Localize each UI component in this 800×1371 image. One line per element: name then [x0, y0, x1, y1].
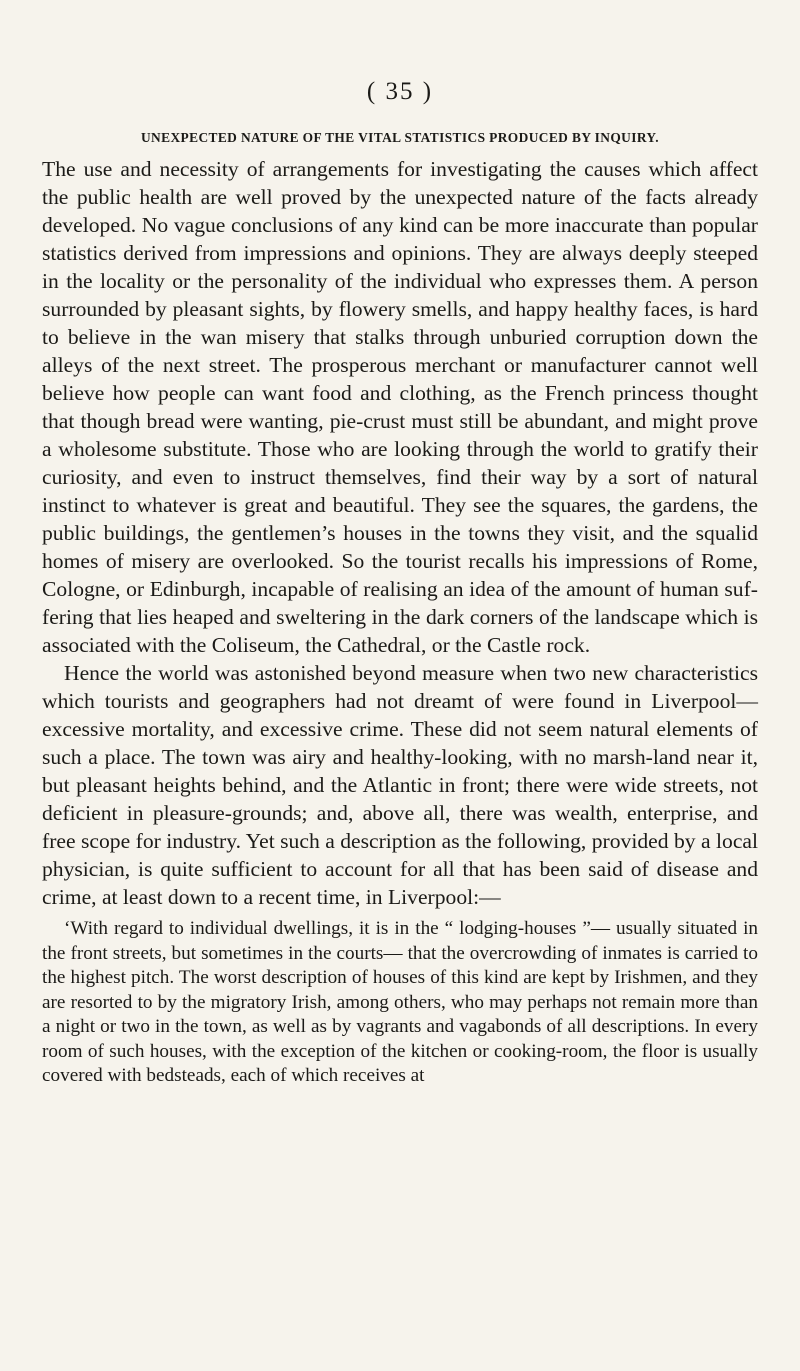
page-number: ( 35 ): [366, 78, 434, 105]
section-heading: UNEXPECTED NATURE OF THE VITAL STATISTICS PRODUCED BY INQUIRY.: [140, 130, 660, 145]
body-paragraph-2: Hence the world was astonished beyond measure when two new characteristics which tourists and geographers had not dreamt of were found in Liverpool—excessive mortality, and excessive crime. These did not seem natural elements of such a place. The town was airy and healthy-looking, with no marsh-land near it, but pleasant heights behind, and the Atlantic in front; there were wide streets, not deficient in pleasure-grounds; and, above all, there was wealth, enterprise, and free scope for industry. Yet such a description as the following, provided by a local physician, is quite sufficient to account for all that has been said of disease and crime, at least down to a recent time, in Liverpool:—: [42, 661, 758, 909]
body-paragraph-1: The use and necessity of arrangements for investigating the causes which affect the public health are well proved by the unexpected nature of the facts already developed. No vague conclusions of any kind can be more inaccurate than popular statistics derived from impressions and opinions. They are always deeply steeped in the locality or the personality of the individual who expresses them. A person surrounded by pleasant sights, by flowery smells, and happy healthy faces, is hard to believe in the wan misery that stalks through unburied corruption down the alleys of the next street. The prosperous merchant or manufacturer cannot well believe how people can want food and clothing, as the French princess thought that though bread were wanting, pie-crust must still be abundant, and might prove a wholesome substitute. Those who are looking through the world to gratify their curiosity, and even to instruct themselves, find their way by a sort of natural instinct to whatever is great and beautiful. They see the squares, the gardens, the public buildings, the gentlemen’s houses in the towns they visit, and the squalid homes of misery are overlooked. So the tourist recalls his impressions of Rome, Cologne, or Edinburgh, incapable of realising an idea of the amount of human suffering that lies heaped and sweltering in the dark corners of the landscape which is associated with the Coliseum, the Cathedral, or the Castle rock.: [42, 157, 758, 657]
quoted-passage: ‘With regard to individual dwellings, it is in the “ lodging-houses ”— usually situated in the front streets, but sometimes in the courts— that the overcrowding of inmates is carried to the highest pitch. The worst description of houses of this kind are kept by Irishmen, and they are resorted to by the migratory Irish, among others, who may perhaps not remain more than a night or two in the town, as well as by vagrants and vagabonds of all descriptions. In every room of such houses, with the exception of the kitchen or cooking-room, the floor is usually covered with bedsteads, each of which receives at: [42, 918, 758, 1086]
